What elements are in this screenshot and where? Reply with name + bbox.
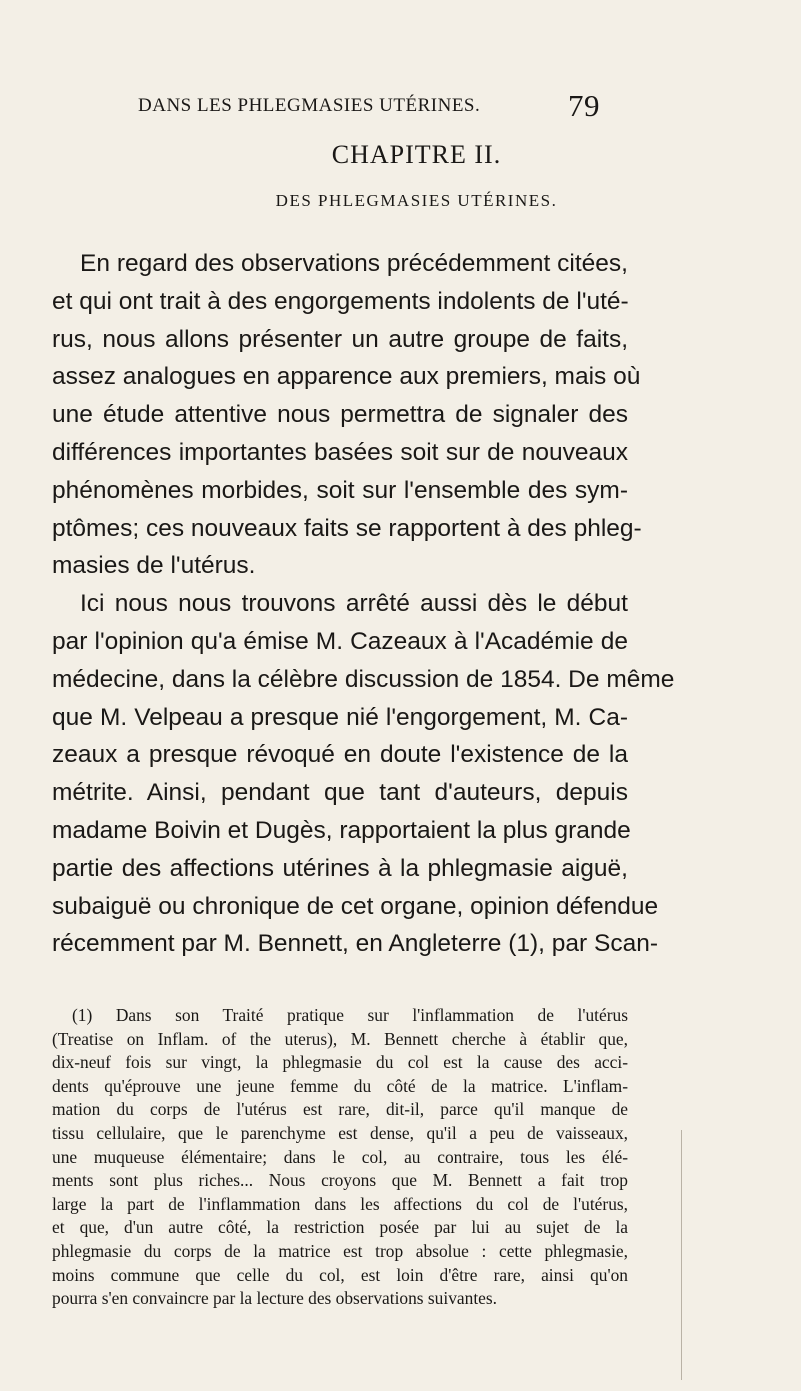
body-line: En regard des observations précédemment citées, [80, 250, 628, 277]
chapter-title: CHAPITRE II. [331, 140, 502, 169]
body-line: partie des affections utérines à la phlegmasie aiguë, [52, 854, 628, 882]
body-line: et qui ont trait à des engorgements indolents de l'uté- [52, 287, 629, 315]
footnote-line: (1) Dans son Traité pratique sur l'inflammation de l'utérus [72, 1005, 628, 1025]
body-line: ptômes; ces nouveaux faits se rapportent à des phleg- [52, 514, 642, 542]
page-number: 79 [568, 88, 600, 123]
footnote-line: mation du corps de l'utérus est rare, dit-il, parce qu'il manque de [52, 1099, 628, 1120]
footnote-line: dix-neuf fois sur vingt, la phlegmasie du col est la cause des acci- [52, 1052, 628, 1073]
footnote-line: large la part de l'inflammation dans les affections du col de l'utérus, [52, 1193, 628, 1214]
body-line: zeaux a presque révoqué en doute l'existence de la [52, 741, 628, 769]
footnote-line: moins commune que celle du col, est loin d'être rare, ainsi qu'on [52, 1264, 628, 1285]
footnote-line: pourra s'en convaincre par la lecture des observations suivantes. [52, 1288, 497, 1309]
footnote [52, 1004, 628, 1311]
footnote-line: (Treatise on Inflam. of the uterus), M. Bennett cherche à établir que, [52, 1028, 628, 1049]
footnote-line: ments sont plus riches... Nous croyons que M. Bennett a fait trop [52, 1170, 628, 1191]
body-text [52, 245, 675, 963]
footnote-line: tissu cellulaire, que le parenchyme est dense, qu'il a peu de vaisseaux, [52, 1122, 628, 1143]
body-line: par l'opinion qu'a émise M. Cazeaux à l'Académie de [52, 627, 628, 655]
body-line: métrite. Ainsi, pendant que tant d'auteurs, depuis [52, 779, 628, 807]
chapter-subtitle: DES PHLEGMASIES UTÉRINES. [275, 191, 558, 210]
footnote-line: et que, d'un autre côté, la restriction posée par lui au sujet de la [52, 1217, 628, 1238]
body-line: médecine, dans la célèbre discussion de 1854. De même [52, 665, 675, 693]
body-line: récemment par M. Bennett, en Angleterre (1), par Scan- [52, 930, 658, 958]
body-line: masies de l'utérus. [52, 552, 256, 580]
body-line: subaiguë ou chronique de cet organe, opinion défendue [52, 892, 659, 920]
body-line: madame Boivin et Dugès, rapportaient la plus grande [52, 816, 631, 844]
footnote-line: dents qu'éprouve une jeune femme du côté de la matrice. L'inflam- [52, 1075, 628, 1096]
body-line: assez analogues en apparence aux premiers, mais où [52, 363, 641, 391]
body-line: rus, nous allons présenter un autre groupe de faits, [52, 325, 628, 353]
running-head [138, 84, 600, 128]
running-title: DANS LES PHLEGMASIES UTÉRINES. [138, 95, 481, 116]
body-line: Ici nous nous trouvons arrêté aussi dès le début [80, 590, 628, 618]
footnote-line: une muqueuse élémentaire; dans le col, au contraire, tous les élé- [52, 1146, 628, 1167]
body-line: que M. Velpeau a presque nié l'engorgement, M. Ca- [52, 703, 628, 731]
page-edge-shadow [681, 1130, 682, 1380]
body-line: une étude attentive nous permettra de signaler des [52, 401, 628, 429]
footnote-line: phlegmasie du corps de la matrice est trop absolue : cette phlegmasie, [52, 1240, 628, 1261]
body-line: phénomènes morbides, soit sur l'ensemble des sym- [52, 476, 628, 504]
body-line: différences importantes basées soit sur de nouveaux [52, 438, 628, 466]
